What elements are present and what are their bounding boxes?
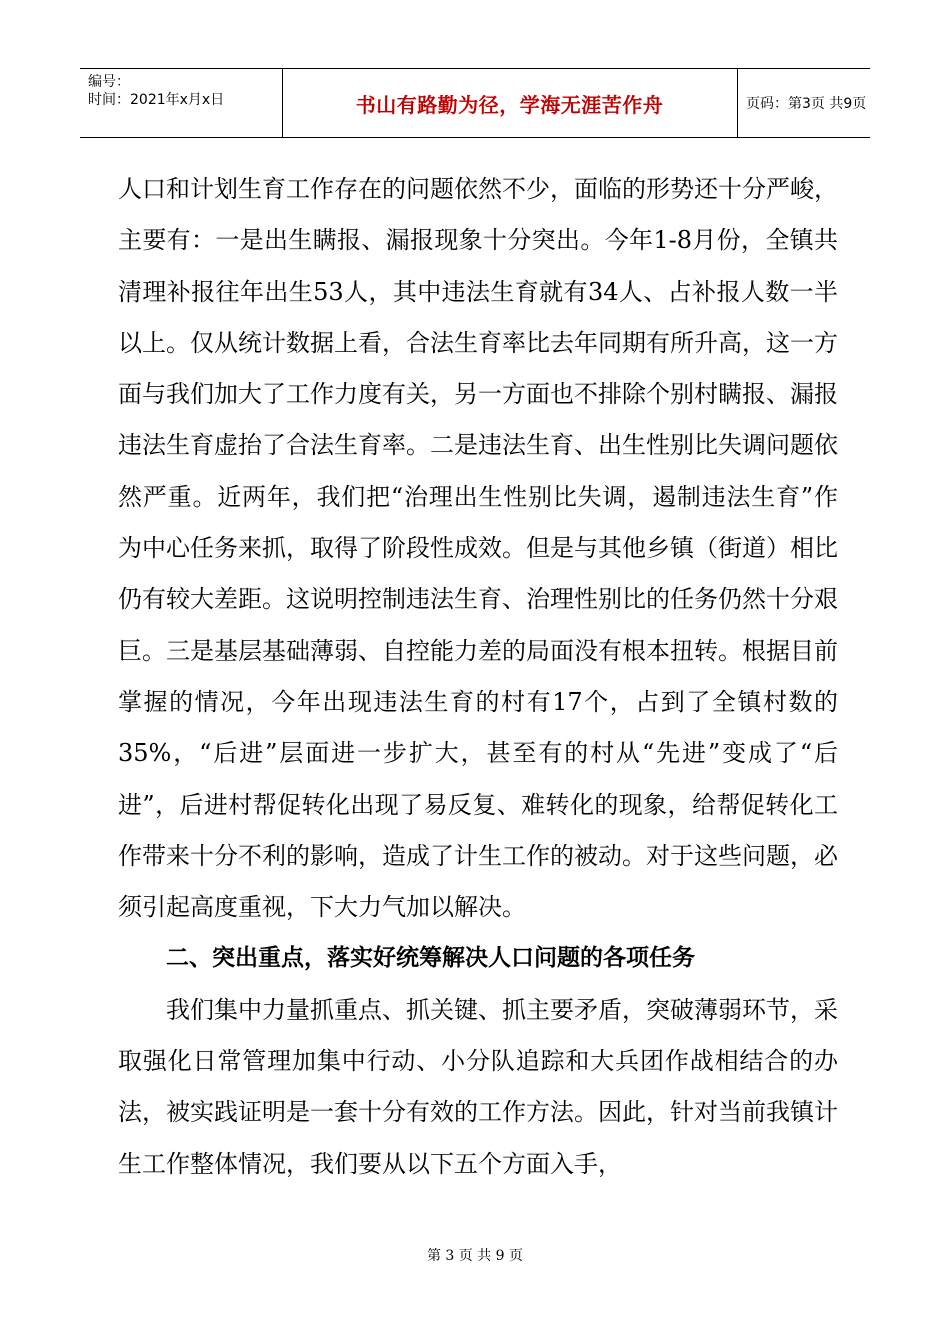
paragraph-text: 。根据目前掌握的情况，今年出现违法生育的村有17个，占到了全镇村数的35%，“后进”层面进一步扩大，甚至有的村从“先进”变成了“后进”，后进村帮促转化出现了易反复、难转化的现象，给帮促转化工作带来十分不利的影响，造成了计生工作的被动。对于这些问题，必须引起高度重视，下大力气加以解决。 [118, 636, 838, 922]
document-body [118, 164, 838, 1190]
document-time-label: 时间：2021年x月x日 [88, 92, 225, 108]
header-motto-cell [282, 69, 738, 137]
header-meta-cell [80, 69, 283, 137]
page-footer: 第 3 页 共 9 页 [426, 1248, 524, 1264]
key-point-1: 一是出生瞒报、漏报现象十分突出 [215, 226, 581, 255]
body-paragraph: 我们集中力量抓重点、抓关键、抓主要矛盾，突破薄弱环节，采取强化日常管理加集中行动、小分队追踪和大兵团作战相结合的办法，被实践证明是一套十分有效的工作方法。因此，针对当前我镇计生工作整体情况，我们要从以下五个方面入手， [118, 995, 838, 1178]
key-point-3: 三是基层基础薄弱、自控能力差的局面没有根本扭转 [166, 636, 718, 665]
header-motto: 书山有路勤为径，学海无涯苦作舟 [355, 92, 664, 117]
key-point-2: 二是违法生育、出生性别比失调问题依然严重 [118, 431, 838, 511]
paragraph-text: 人口和计划生育工作存在的问题依然不少，面临的形势还十分严峻，主要有： [118, 175, 838, 255]
paragraph-text: 。今年1-8月份，全镇共清理补报往年出生53人，其中违法生育就有34人、占补报人数一半以上。仅从统计数据上看，合法生育率比去年同期有所升高，这一方面与我们加大了工作力度有关，另一方面也不排除个别村瞒报、漏报违法生育虚抬了合法生育率。 [118, 226, 839, 460]
header-pager-cell [738, 69, 870, 137]
document-number-label: 编号： [88, 74, 130, 90]
paragraph-text: 。近两年，我们把“治理出生性别比失调，遏制违法生育”作为中心任务来抓，取得了阶段性成效。但是与其他乡镇（街道）相比仍有较大差距。这说明控制违法生育、治理性别比的任务仍然十分艰巨。 [118, 482, 839, 665]
section-heading: 二、突出重点，落实好统筹解决人口问题的各项任务 [166, 945, 695, 972]
page-header [80, 68, 870, 138]
body-paragraph [118, 164, 838, 933]
header-page-indicator: 页码：第3页 共9页 [746, 96, 867, 112]
